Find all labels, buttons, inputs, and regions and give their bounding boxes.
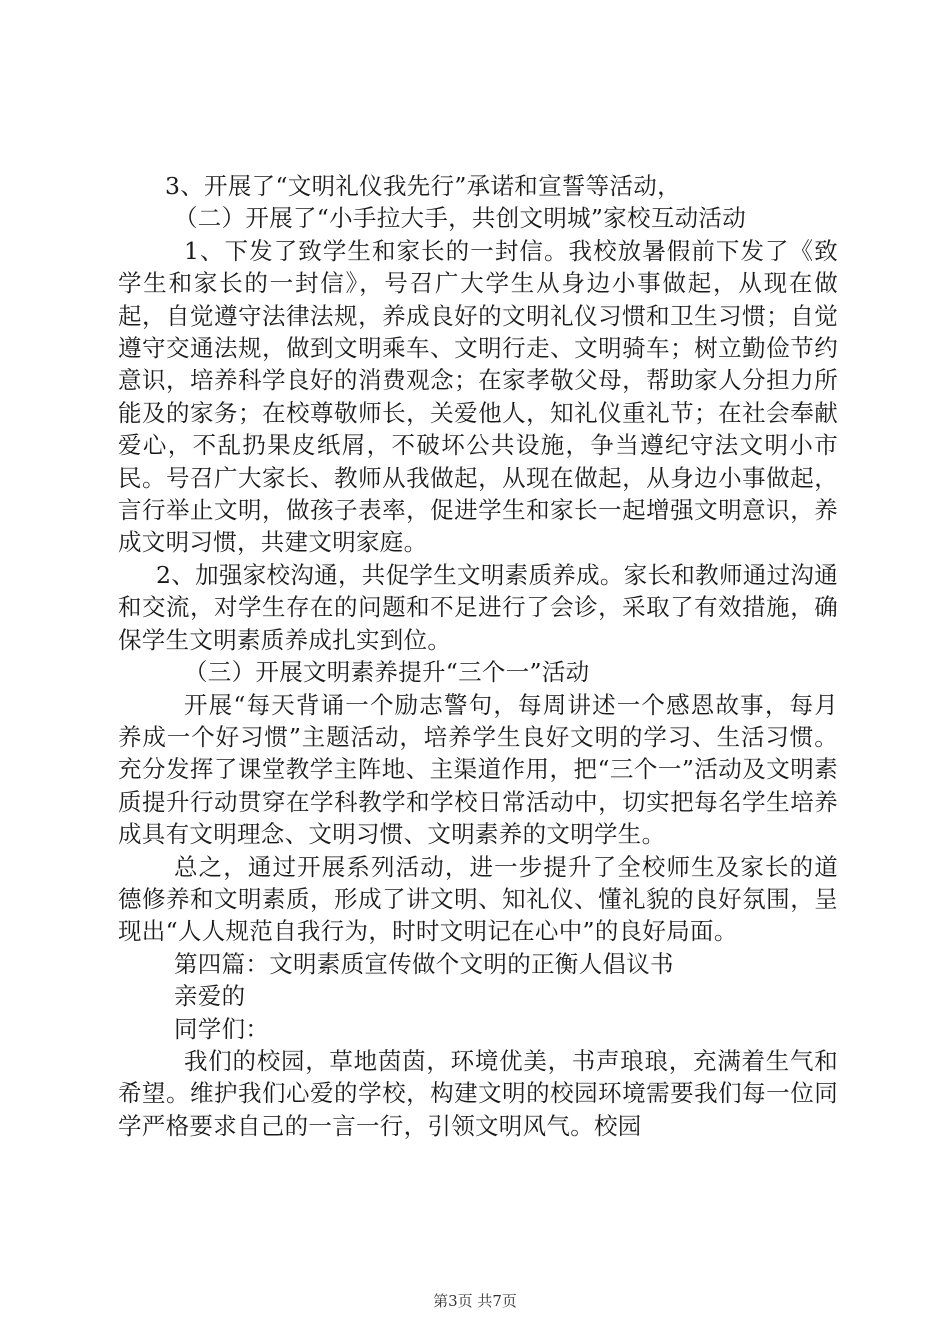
section-heading-3: （三）开展文明素养提升“三个一”活动 — [184, 658, 590, 687]
paragraph-activity-3: 3、开展了“文明礼仪我先行”承诺和宣誓等活动， — [165, 172, 681, 200]
salutation-line-1: 亲爱的 — [174, 982, 246, 1011]
paragraph-three-ones: 开展“每天背诵一个励志警句，每周讲述一个感恩故事，每月养成一个好习惯”主题活动，培养学生良好文明的学习、生活习惯。充分发挥了课堂教学主阵地、主渠道作用，把“三个一”活动及文明素质提升行动贯穿在学科教学和学校日常活动中，切实把每名学生培养成具有文明理念、文明习惯、文明素养的文明学生。 — [118, 690, 838, 849]
paragraph-summary: 总之，通过开展系列活动，进一步提升了全校师生及家长的道德修养和文明素质，形成了讲文明、知礼仪、懂礼貌的良好氛围，呈现出“人人规范自我行为，时时文明记在心中”的良好局面。 — [118, 852, 838, 946]
paragraph-campus: 我们的校园，草地茵茵，环境优美，书声琅琅，充满着生气和希望。维护我们心爱的学校，构建文明的校园环境需要我们每一位同学严格要求自己的一言一行，引领文明风气。校园 — [118, 1046, 838, 1140]
page-number: 第3页 共7页 — [433, 1292, 517, 1310]
document-body — [118, 170, 838, 1142]
chapter-title: 第四篇：文明素质宣传做个文明的正衡人倡议书 — [174, 949, 674, 978]
section-heading-2: （二）开展了“小手拉大手，共创文明城”家校互动活动 — [174, 204, 747, 233]
paragraph-letter: 1、下发了致学生和家长的一封信。我校放暑假前下发了《致学生和家长的一封信》，号召广大学生从身边小事做起，从现在做起，自觉遵守法律法规，养成良好的文明礼仪习惯和卫生习惯；自觉遵守交通法规，做到文明乘车、文明行走、文明骑车；树立勤俭节约意识，培养科学良好的消费观念；在家孝敬父母，帮助家人分担力所能及的家务；在校尊敬师长，关爱他人，知礼仪重礼节；在社会奉献爱心，不乱扔果皮纸屑，不破坏公共设施，争当遵纪守法文明小市民。号召广大家长、教师从我做起，从现在做起，从身边小事做起，言行举止文明，做孩子表率，促进学生和家长一起增强文明意识，养成文明习惯，共建文明家庭。 — [118, 236, 838, 557]
salutation-line-2: 同学们： — [174, 1014, 270, 1043]
paragraph-communication: 2、加强家校沟通，共促学生文明素质养成。家长和教师通过沟通和交流，对学生存在的问题和不足进行了会诊，采取了有效措施，确保学生文明素质养成扎实到位。 — [118, 560, 838, 654]
